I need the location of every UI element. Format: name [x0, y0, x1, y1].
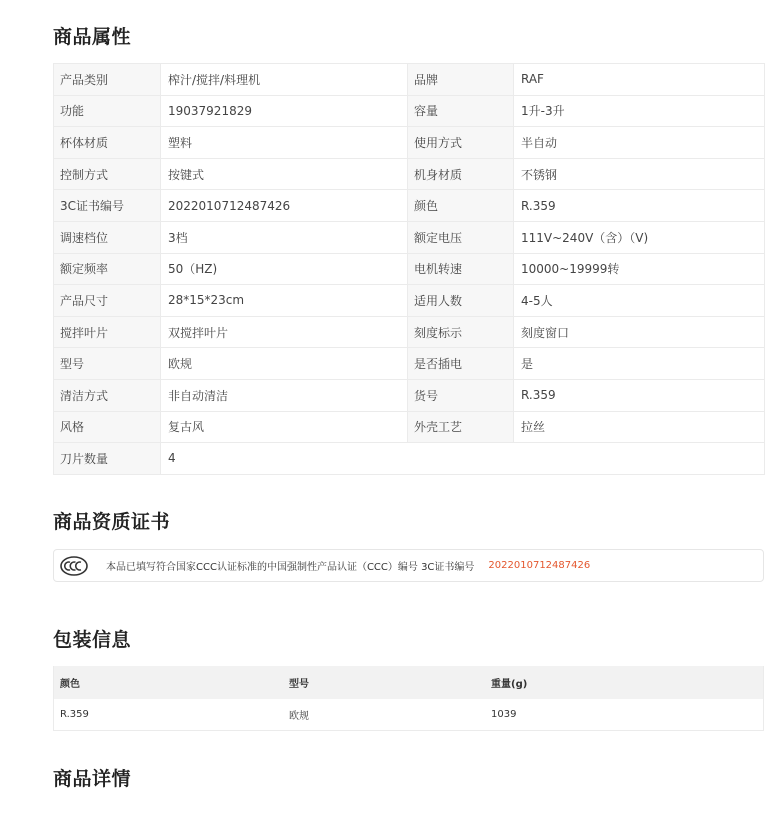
attribute-value: 双搅拌叶片	[161, 316, 408, 348]
attribute-key: 颜色	[408, 190, 514, 222]
attribute-row	[54, 348, 765, 380]
attribute-value: RAF	[514, 64, 765, 96]
attribute-key: 电机转速	[408, 253, 514, 285]
certificate-box	[53, 549, 764, 582]
package-table	[53, 666, 764, 731]
attribute-row	[54, 443, 765, 475]
attribute-value: 非自动清洁	[161, 379, 408, 411]
attribute-value: 19037921829	[161, 95, 408, 127]
attribute-row	[54, 127, 765, 159]
attribute-key: 3C证书编号	[54, 190, 161, 222]
attribute-value: 50（HZ)	[161, 253, 408, 285]
attribute-value: 1升-3升	[514, 95, 765, 127]
attribute-key: 调速档位	[54, 221, 161, 253]
attribute-value: 塑料	[161, 127, 408, 159]
package-header-model: 型号	[282, 666, 484, 699]
attribute-value: 4	[161, 443, 765, 475]
attribute-row	[54, 411, 765, 443]
attribute-key: 控制方式	[54, 158, 161, 190]
package-cell-model: 欧规	[282, 699, 484, 730]
attribute-value: 复古风	[161, 411, 408, 443]
attribute-key: 额定频率	[54, 253, 161, 285]
attribute-key: 使用方式	[408, 127, 514, 159]
attribute-key: 产品尺寸	[54, 285, 161, 317]
attribute-key: 是否插电	[408, 348, 514, 380]
attribute-value: R.359	[514, 190, 765, 222]
attribute-row	[54, 190, 765, 222]
package-header-color: 颜色	[53, 666, 282, 699]
attribute-row	[54, 316, 765, 348]
package-cell-color: R.359	[53, 699, 282, 730]
section-title-certificate: 商品资质证书	[53, 511, 171, 533]
section-title-details: 商品详情	[53, 768, 132, 790]
attribute-key: 型号	[54, 348, 161, 380]
attribute-value: 2022010712487426	[161, 190, 408, 222]
attribute-key: 机身材质	[408, 158, 514, 190]
attribute-row	[54, 95, 765, 127]
attribute-key: 额定电压	[408, 221, 514, 253]
attribute-value: 3档	[161, 221, 408, 253]
attribute-row	[54, 64, 765, 96]
package-header-weight: 重量(g)	[484, 666, 764, 699]
attribute-value: 欧规	[161, 348, 408, 380]
attribute-key: 功能	[54, 95, 161, 127]
attribute-value: 半自动	[514, 127, 765, 159]
attribute-row	[54, 379, 765, 411]
attribute-key: 产品类别	[54, 64, 161, 96]
attribute-value: 不锈钢	[514, 158, 765, 190]
attribute-value: 榨汁/搅拌/料理机	[161, 64, 408, 96]
section-title-package: 包装信息	[53, 629, 132, 651]
attribute-value: 10000~19999转	[514, 253, 765, 285]
attribute-key: 适用人数	[408, 285, 514, 317]
attribute-key: 清洁方式	[54, 379, 161, 411]
attribute-key: 品牌	[408, 64, 514, 96]
attribute-row	[54, 253, 765, 285]
attribute-value: 是	[514, 348, 765, 380]
attribute-value: R.359	[514, 379, 765, 411]
attribute-value: 28*15*23cm	[161, 285, 408, 317]
ccc-icon	[60, 555, 88, 577]
attribute-key: 刀片数量	[54, 443, 161, 475]
certificate-number: 2022010712487426	[488, 560, 591, 571]
attribute-key: 风格	[54, 411, 161, 443]
attribute-key: 容量	[408, 95, 514, 127]
package-row	[53, 699, 764, 730]
attributes-table	[53, 63, 765, 475]
attribute-key: 外壳工艺	[408, 411, 514, 443]
certificate-text: 本品已填写符合国家CCC认证标准的中国强制性产品认证（CCC）编号 3C证书编号	[106, 562, 475, 573]
attribute-value: 4-5人	[514, 285, 765, 317]
attribute-row	[54, 221, 765, 253]
attribute-key: 刻度标示	[408, 316, 514, 348]
section-title-attributes: 商品属性	[53, 26, 132, 48]
package-header-row	[53, 666, 764, 699]
attribute-value: 按键式	[161, 158, 408, 190]
attribute-row	[54, 158, 765, 190]
attribute-value: 刻度窗口	[514, 316, 765, 348]
attribute-value: 拉丝	[514, 411, 765, 443]
attribute-row	[54, 285, 765, 317]
attribute-key: 货号	[408, 379, 514, 411]
attribute-key: 搅拌叶片	[54, 316, 161, 348]
package-cell-weight: 1039	[484, 699, 764, 730]
attribute-value: 111V~240V（含）（V)	[514, 221, 765, 253]
attribute-key: 杯体材质	[54, 127, 161, 159]
